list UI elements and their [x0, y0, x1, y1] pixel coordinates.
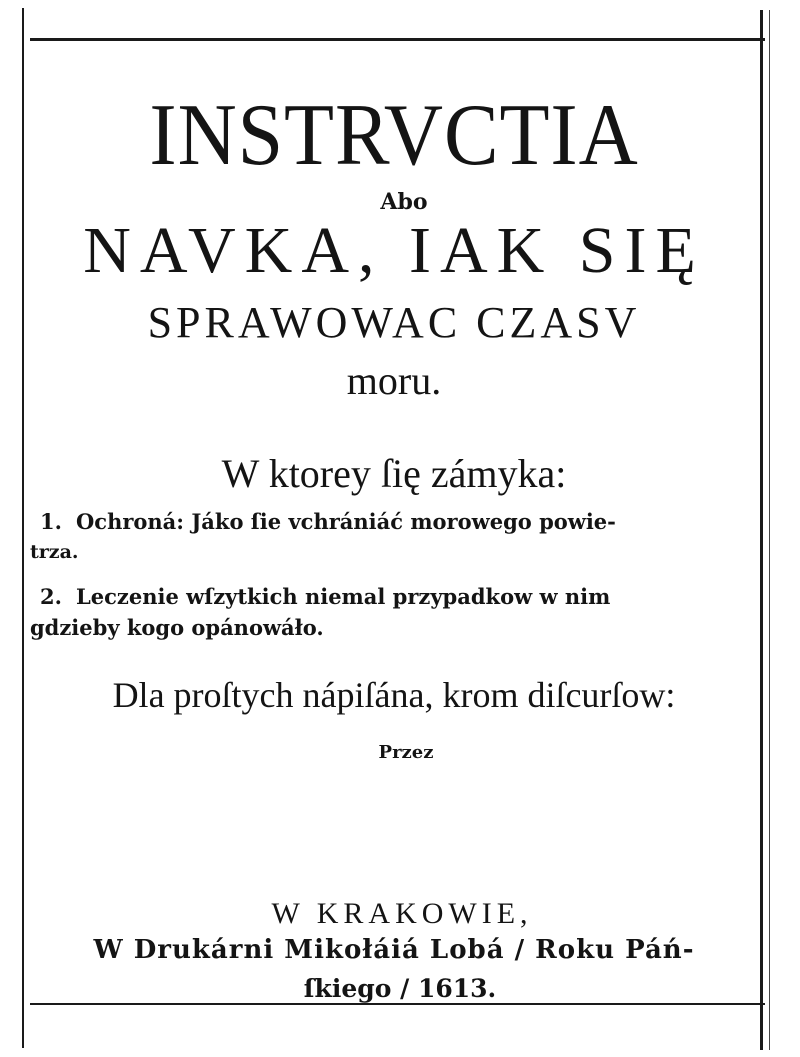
author-prefix: Przez	[378, 742, 434, 763]
item-text: Ochroná: Jáko ſie vchrániáć morowego powie-	[76, 509, 616, 534]
page-border-left	[22, 8, 24, 1048]
imprint-printer: W Drukárni Mikołáiá Lobá / Roku Páń-	[93, 935, 695, 965]
item-text: Leczenie wſzytkich niemal przypadkow w nim	[76, 584, 611, 609]
contents-item-2-continuation: gdzieby kogo opánowáło.	[30, 615, 324, 640]
page-border-bottom	[30, 1003, 765, 1005]
audience-line: Dla proſtych nápiſána, krom diſcurſow:	[112, 675, 676, 715]
book-title: INSTRVCTIA	[149, 87, 639, 184]
subtitle-line-1: NAVKA, IAK SIĘ	[83, 214, 705, 287]
contents-item-1	[40, 510, 758, 534]
item-number: 2.	[40, 584, 62, 609]
subtitle-line-3: moru.	[346, 358, 442, 403]
page-border-right	[760, 10, 763, 1050]
item-number: 1.	[40, 509, 62, 534]
imprint-place: W KRAKOWIE,	[271, 897, 533, 930]
conjunction-abo: Abo	[380, 189, 428, 215]
contents-item-1-continuation: trza.	[30, 541, 79, 563]
subtitle-line-2: SPRAWOWAC CZASV	[147, 298, 641, 347]
title-page	[30, 40, 758, 1003]
contents-item-2	[40, 585, 758, 609]
imprint-year: ſkiego / 1613.	[303, 974, 497, 1003]
page-border-right-inner	[769, 10, 770, 1050]
contents-heading: W ktorey ſię zámyka:	[221, 451, 567, 496]
